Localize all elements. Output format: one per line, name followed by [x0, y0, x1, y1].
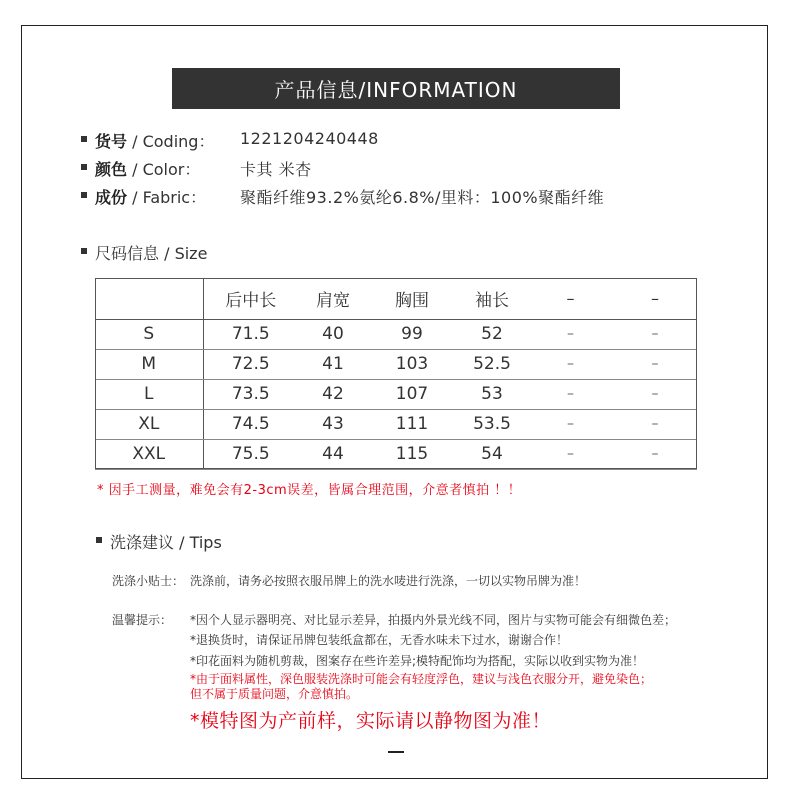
- bullet-icon: [81, 136, 87, 142]
- table-cell: 43: [298, 409, 368, 439]
- table-cell: –: [613, 319, 697, 349]
- color-value: 卡其 米杏: [240, 160, 312, 179]
- table-cell: 72.5: [203, 349, 298, 379]
- table-header-row: [95, 278, 697, 319]
- table-cell: 71.5: [203, 319, 298, 349]
- table-row: [95, 349, 697, 379]
- model-photo-note: *模特图为产前样，实际请以静物图为准！: [190, 710, 552, 732]
- table-cell: –: [613, 439, 697, 469]
- measurement-note: * 因手工测量，难免会有2-3cm误差，皆属合理范围，介意者慎拍 ！！: [97, 483, 522, 498]
- table-cell: 74.5: [203, 409, 298, 439]
- table-header-cell: –: [528, 278, 613, 319]
- table-row: [95, 319, 697, 349]
- table-cell: 52.5: [456, 349, 528, 379]
- tips-section-title: 洗涤建议 / Tips: [110, 533, 222, 552]
- size-section-title: 尺码信息 / Size: [95, 244, 208, 263]
- table-cell: –: [528, 379, 613, 409]
- fabric-value: 聚酯纤维93.2%氨纶6.8%/里料：100%聚酯纤维: [240, 188, 605, 207]
- table-cell: 44: [298, 439, 368, 469]
- info-banner: [172, 68, 620, 109]
- table-header-cell: [95, 278, 203, 319]
- table-cell: 52: [456, 319, 528, 349]
- table-cell: –: [528, 319, 613, 349]
- table-cell: –: [613, 409, 697, 439]
- banner-title: 产品信息/INFORMATION: [274, 78, 518, 102]
- bullet-icon: [81, 164, 87, 170]
- table-header-cell: 袖长: [456, 278, 528, 319]
- fabric-label: 成份 / Fabric：: [95, 188, 207, 207]
- table-header-cell: 后中长: [203, 278, 298, 319]
- table-row: [95, 439, 697, 469]
- table-cell: 53: [456, 379, 528, 409]
- table-header-cell: –: [613, 278, 697, 319]
- coding-value: 1221204240448: [240, 129, 379, 148]
- table-row: [95, 379, 697, 409]
- reminder-line: *因个人显示器明亮、对比显示差异，拍摄内外景光线不同，图片与实物可能会有细微色差；: [190, 613, 677, 627]
- table-cell: –: [528, 439, 613, 469]
- reminder-label: 温馨提示：: [112, 613, 173, 627]
- table-cell: –: [613, 379, 697, 409]
- table-cell: 53.5: [456, 409, 528, 439]
- table-cell: 115: [368, 439, 456, 469]
- table-cell: –: [528, 409, 613, 439]
- table-cell: 73.5: [203, 379, 298, 409]
- reminder-red-line: 但不属于质量问题，介意慎拍。: [190, 687, 359, 701]
- size-cell: XXL: [95, 439, 203, 469]
- wash-tip-label: 洗涤小贴士：: [112, 574, 185, 588]
- table-cell: 54: [456, 439, 528, 469]
- table-cell: –: [613, 349, 697, 379]
- table-header-cell: 肩宽: [298, 278, 368, 319]
- size-cell: S: [95, 319, 203, 349]
- table-cell: 99: [368, 319, 456, 349]
- bullet-icon: [96, 537, 102, 543]
- coding-label: 货号 / Coding：: [95, 132, 215, 151]
- size-cell: XL: [95, 409, 203, 439]
- bullet-icon: [81, 248, 87, 254]
- table-header-cell: 胸围: [368, 278, 456, 319]
- table-cell: 42: [298, 379, 368, 409]
- reminder-red-line: *由于面料属性，深色服装洗涤时可能会有轻度浮色，建议与浅色衣服分开，避免染色；: [190, 672, 653, 686]
- table-cell: 107: [368, 379, 456, 409]
- end-divider: [388, 751, 404, 753]
- size-table: [95, 278, 697, 470]
- table-cell: 111: [368, 409, 456, 439]
- table-cell: 75.5: [203, 439, 298, 469]
- table-cell: 41: [298, 349, 368, 379]
- wash-tip-text: 洗涤前，请务必按照衣服吊牌上的洗水唛进行洗涤，一切以实物吊牌为准！: [190, 574, 587, 588]
- size-cell: L: [95, 379, 203, 409]
- reminder-line: *印花面料为随机剪裁，图案存在些许差异;模特配饰均为搭配，实际以收到实物为准！: [190, 654, 645, 668]
- table-row: [95, 409, 697, 439]
- table-cell: 103: [368, 349, 456, 379]
- table-cell: –: [528, 349, 613, 379]
- color-label: 颜色 / Color：: [95, 160, 201, 179]
- size-cell: M: [95, 349, 203, 379]
- bullet-icon: [81, 192, 87, 198]
- reminder-line: *退换货时，请保证吊牌包装纸盒都在，无香水味未下过水，谢谢合作！: [190, 633, 569, 647]
- table-cell: 40: [298, 319, 368, 349]
